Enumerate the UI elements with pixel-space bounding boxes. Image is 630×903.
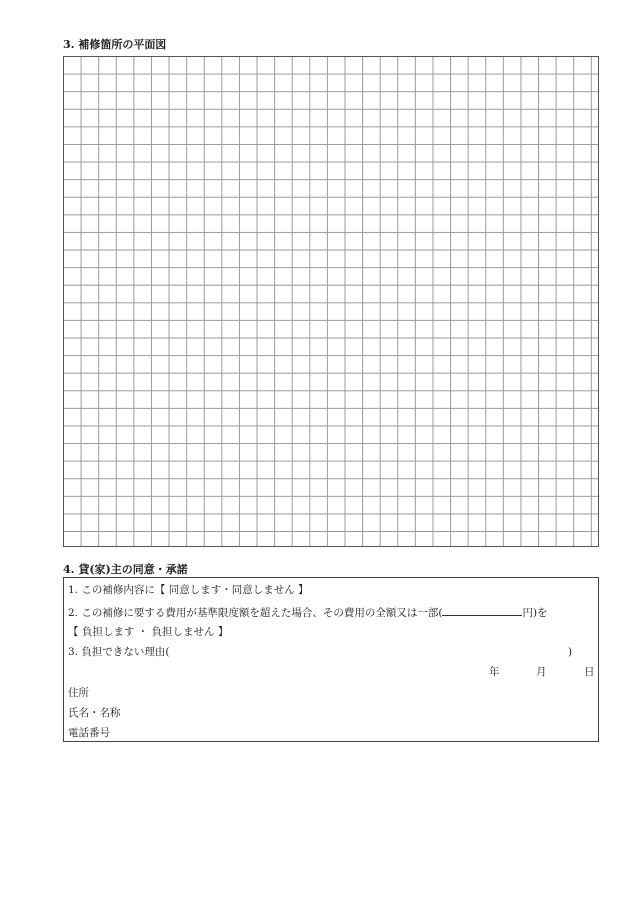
consent-box <box>63 577 599 742</box>
address-label: 住所 <box>68 687 89 699</box>
reason-line <box>68 645 598 659</box>
section-4-title: 4. 貸(家)主の同意・承諾 <box>63 563 188 576</box>
amount-field[interactable] <box>442 604 522 616</box>
burden-line[interactable]: 【 負担します ・ 負担しません 】 <box>68 626 229 638</box>
cost-line-suffix: 円)を <box>522 607 548 619</box>
phone-label: 電話番号 <box>68 727 110 739</box>
section-3-title: 3. 補修箇所の平面図 <box>63 38 167 51</box>
cost-line <box>68 604 548 620</box>
floor-plan-grid[interactable] <box>63 56 599 547</box>
reason-close-paren: ) <box>568 646 573 658</box>
cost-line-text: 2. この補修に要する費用が基準限度額を超えた場合、その費用の全額又は一部( <box>68 607 443 619</box>
reason-label: 3. 負担できない理由( <box>68 646 170 658</box>
date-month: 月 <box>536 666 547 678</box>
name-label: 氏名・名称 <box>68 707 121 719</box>
date-day: 日 <box>584 666 595 678</box>
agreement-line[interactable]: 1. この補修内容に【 同意します・同意しません 】 <box>68 584 309 596</box>
date-year: 年 <box>489 666 500 678</box>
